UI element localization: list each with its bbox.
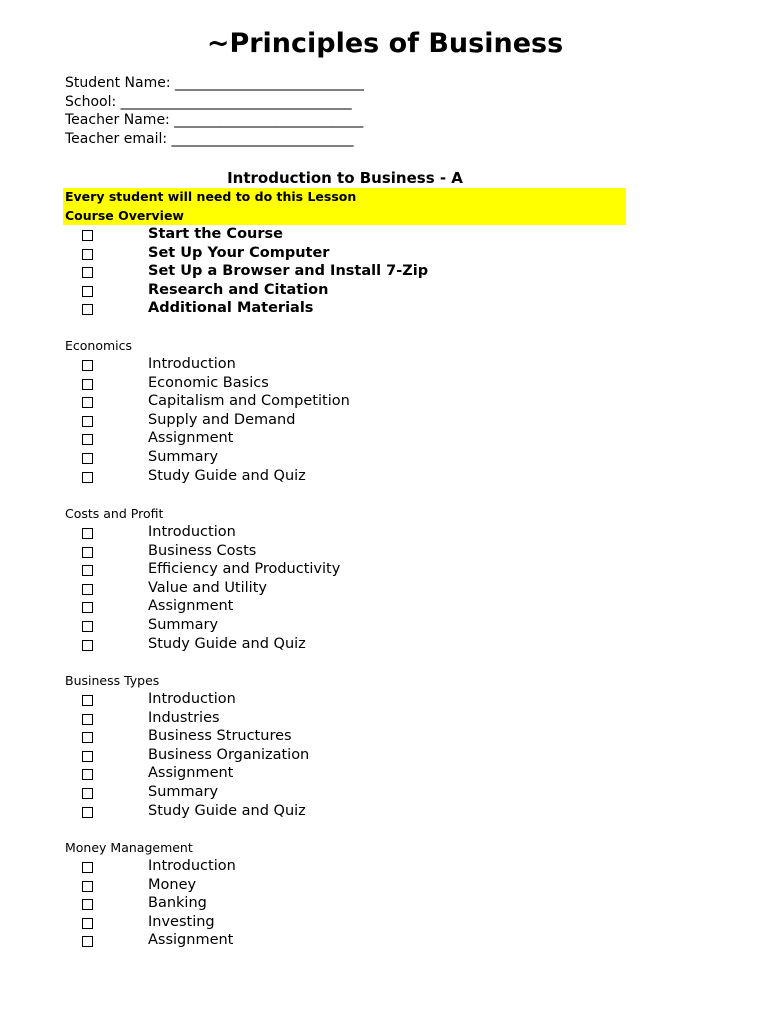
checklist-item-label: Study Guide and Quiz <box>148 635 306 652</box>
checkbox[interactable] <box>82 918 93 929</box>
checklist-item-label: Value and Utility <box>148 579 267 596</box>
checklist-item-money-management-banking <box>0 894 700 913</box>
checklist-item-set-up-a-browser-and-install-7-zip <box>0 262 700 281</box>
checkbox[interactable] <box>82 304 93 315</box>
checkbox[interactable] <box>82 714 93 725</box>
checkbox[interactable] <box>82 565 93 576</box>
checklist-item-business-types-industries <box>0 709 700 728</box>
checklist-item-costs-and-profit-study-guide-and-quiz <box>0 635 700 654</box>
checkbox[interactable] <box>82 881 93 892</box>
checklist-item-label: Economic Basics <box>148 374 269 391</box>
checklist-item-label: Introduction <box>148 858 236 874</box>
checklist-item-label: Summary <box>148 449 219 465</box>
checklist-item-set-up-your-computer <box>0 244 700 263</box>
checklist-item-label: Business Organization <box>148 746 310 763</box>
checkbox[interactable] <box>82 602 93 613</box>
checklist-item-economics-capitalism-and-competition <box>0 392 700 411</box>
checklist-item-money-management-assignment <box>0 931 700 950</box>
checkbox[interactable] <box>82 472 93 483</box>
checklist-item-label: Investing <box>148 913 215 930</box>
checklist-item-business-types-summary <box>0 783 700 802</box>
checklist-item-label: Additional Materials <box>148 300 314 317</box>
required-lesson-note: Every student will need to do this Lesson <box>65 189 357 204</box>
checkbox[interactable] <box>82 286 93 297</box>
checklist-item-label: Introduction <box>148 691 236 707</box>
checklist-item-costs-and-profit-value-and-utility <box>0 579 700 598</box>
checkbox[interactable] <box>82 528 93 539</box>
student-info <box>65 74 364 149</box>
checklist-item-label: Assignment <box>148 430 234 447</box>
checklist-item-label: Efficiency and Productivity <box>148 561 341 578</box>
checklist-item-business-types-business-structures <box>0 727 700 746</box>
checklist-item-label: Assignment <box>148 598 234 615</box>
checklist-item-label: Assignment <box>148 932 234 949</box>
checklist-item-costs-and-profit-efficiency-and-productivity <box>0 560 700 579</box>
checklist-item-money-management-introduction <box>0 857 700 876</box>
checklist-item-costs-and-profit-business-costs <box>0 542 700 561</box>
checklist-item-label: Study Guide and Quiz <box>148 802 306 819</box>
school-field[interactable]: School: _________________________________ <box>65 93 352 110</box>
checkbox[interactable] <box>82 547 93 558</box>
group-label-economics: Economics <box>65 338 133 353</box>
checkbox[interactable] <box>82 621 93 632</box>
checklist-item-label: Money <box>148 876 197 893</box>
checkbox[interactable] <box>82 453 93 464</box>
checklist-item-economics-summary <box>0 448 700 467</box>
checkbox[interactable] <box>82 267 93 278</box>
checklist-item-research-and-citation <box>0 281 700 300</box>
checklist-item-costs-and-profit-summary <box>0 616 700 635</box>
checkbox[interactable] <box>82 788 93 799</box>
checklist-item-label: Set Up Your Computer <box>148 244 330 261</box>
checklist-item-economics-study-guide-and-quiz <box>0 467 700 486</box>
checklist-item-start-the-course <box>0 225 700 244</box>
checklist-item-label: Capitalism and Competition <box>148 393 350 410</box>
course-overview-label: Course Overview <box>65 207 184 223</box>
checkbox[interactable] <box>82 397 93 408</box>
group-label-money-management: Money Management <box>65 840 193 855</box>
checkbox[interactable] <box>82 584 93 595</box>
checklist-item-label: Business Costs <box>148 542 257 559</box>
checkbox[interactable] <box>82 807 93 818</box>
checkbox[interactable] <box>82 360 93 371</box>
teacher-email-field[interactable]: Teacher email: __________________________ <box>65 131 354 148</box>
checkbox[interactable] <box>82 230 93 241</box>
required-lesson-highlight <box>63 188 626 225</box>
checkbox[interactable] <box>82 751 93 762</box>
checklist-item-money-management-investing <box>0 913 700 932</box>
checklist-item-label: Set Up a Browser and Install 7-Zip <box>148 263 429 280</box>
checklist-item-label: Summary <box>148 617 219 633</box>
checklist-item-label: Industries <box>148 709 220 726</box>
group-label-costs-and-profit: Costs and Profit <box>65 506 164 521</box>
checklist-item-costs-and-profit-introduction <box>0 523 700 542</box>
checklist-item-business-types-assignment <box>0 764 700 783</box>
teacher-name-field[interactable]: Teacher Name: ___________________________ <box>65 112 364 129</box>
checkbox[interactable] <box>82 249 93 260</box>
checkbox[interactable] <box>82 416 93 427</box>
checklist-item-label: Introduction <box>148 524 236 540</box>
checkbox[interactable] <box>82 695 93 706</box>
group-label-business-types: Business Types <box>65 673 160 688</box>
checklist-item-money-management-money <box>0 876 700 895</box>
student-name-field[interactable]: Student Name: ___________________________ <box>65 75 365 91</box>
checkbox[interactable] <box>82 862 93 873</box>
checklist-item-label: Business Structures <box>148 728 292 745</box>
checkbox[interactable] <box>82 936 93 947</box>
checklist-item-business-types-introduction <box>0 690 700 709</box>
checklist-item-label: Introduction <box>148 356 236 372</box>
checklist-item-label: Supply and Demand <box>148 411 296 428</box>
checklist-item-business-types-study-guide-and-quiz <box>0 802 700 821</box>
checkbox[interactable] <box>82 732 93 743</box>
checklist-item-label: Study Guide and Quiz <box>148 467 306 484</box>
checklist-item-additional-materials <box>0 299 700 318</box>
checklist-item-label: Banking <box>148 895 207 912</box>
checklist-item-label: Research and Citation <box>148 281 329 298</box>
checkbox[interactable] <box>82 640 93 651</box>
checklist-item-label: Start the Course <box>148 226 283 242</box>
checkbox[interactable] <box>82 434 93 445</box>
checklist-item-costs-and-profit-assignment <box>0 597 700 616</box>
checklist-item-economics-introduction <box>0 355 700 374</box>
checklist-item-economics-economic-basics <box>0 374 700 393</box>
checkbox[interactable] <box>82 899 93 910</box>
checkbox[interactable] <box>82 379 93 390</box>
checklist-item-economics-assignment <box>0 429 700 448</box>
section-heading: Introduction to Business - A <box>227 169 463 187</box>
checklist-item-label: Assignment <box>148 765 234 782</box>
checkbox[interactable] <box>82 769 93 780</box>
checklist-item-economics-supply-and-demand <box>0 411 700 430</box>
checklist-item-label: Summary <box>148 784 219 800</box>
checklist-item-business-types-business-organization <box>0 746 700 765</box>
page-title: ~Principles of Business <box>206 28 564 59</box>
